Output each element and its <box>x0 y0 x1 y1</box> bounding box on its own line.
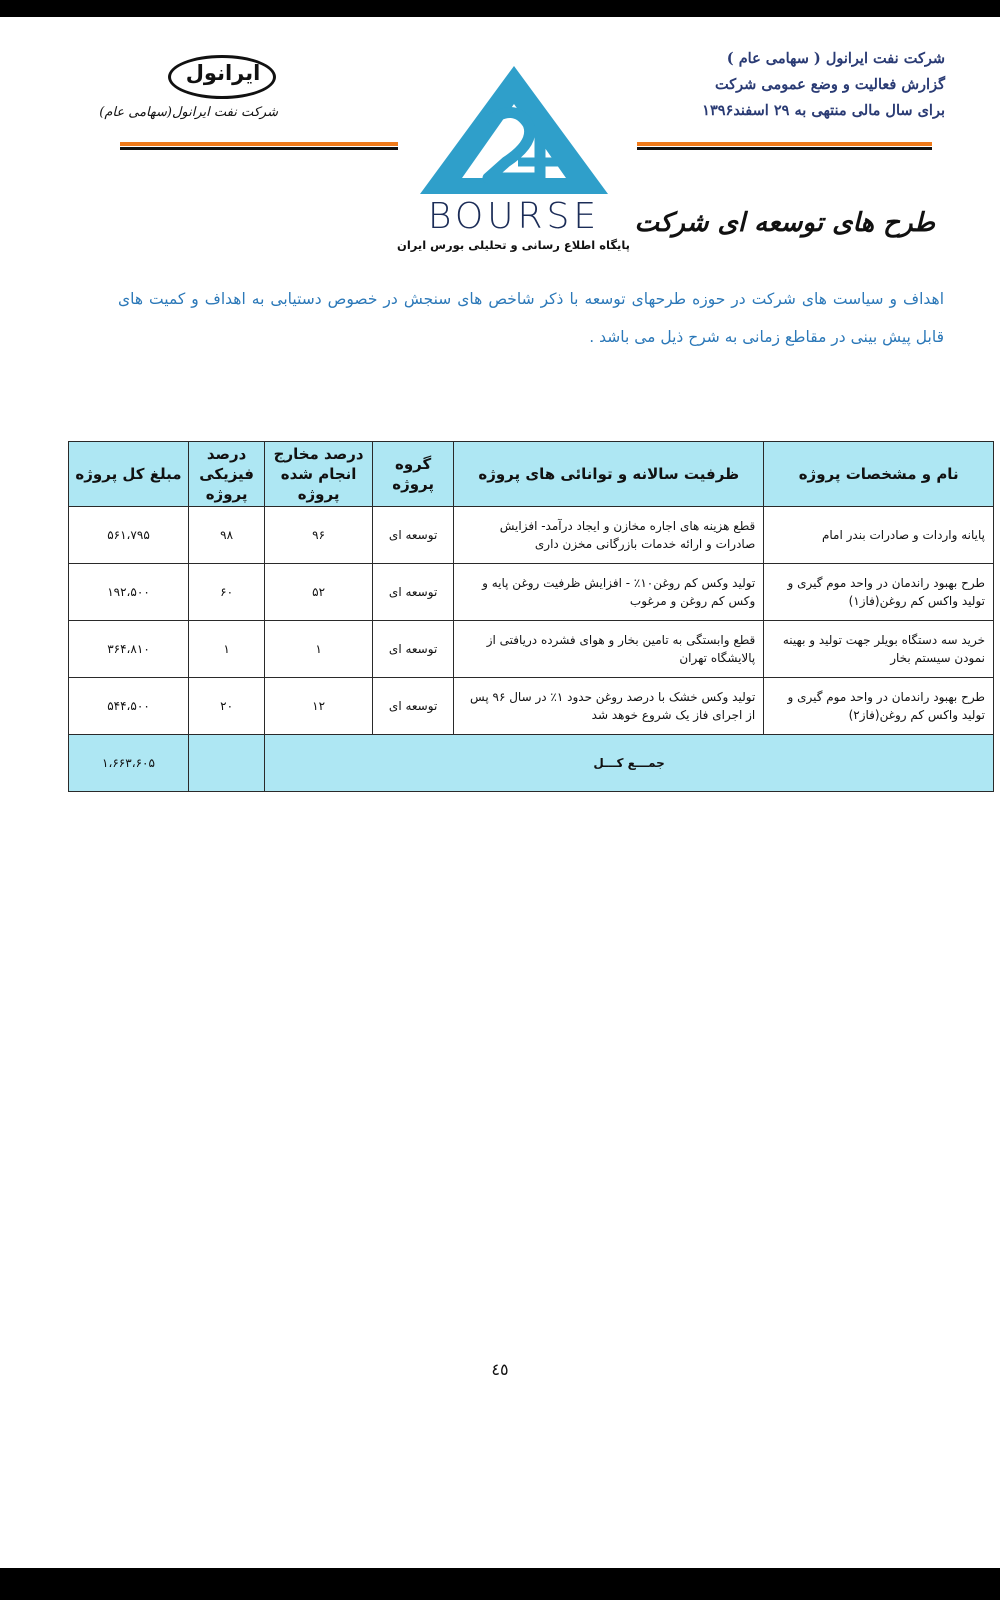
bourse-triangle-icon <box>418 62 610 197</box>
project-spent: ۵۲ <box>265 564 373 621</box>
project-amount: ۳۶۴،۸۱۰ <box>69 621 189 678</box>
iranol-logo-mark: ایرانول <box>185 61 261 85</box>
intro-paragraph: اهداف و سیاست های شرکت در حوزه طرحهای توسعه با ذکر شاخص های سنجش در خصوص دستیابی به اهداف و کمیت های قابل پیش بینی در مقاطع زمانی به شرح ذیل می باشد . <box>118 290 944 346</box>
fiscal-year: برای سال مالی منتهی به ۲۹ اسفند۱۳۹۶ <box>702 102 945 119</box>
company-header <box>645 46 945 124</box>
total-label: جمـــع كـــل <box>265 735 994 792</box>
project-name: طرح بهبود راندمان در واحد موم گیری و تولید واکس کم روغن(فاز۱) <box>764 564 994 621</box>
table-row <box>69 507 994 564</box>
project-physical: ۱ <box>188 621 264 678</box>
project-spent: ۹۶ <box>265 507 373 564</box>
iranol-logo-subtitle: شرکت نفت ایرانول(سهامی عام) <box>99 105 278 120</box>
project-capacity: تولید وکس کم روغن۱۰٪ - افزایش ظرفیت روغن پایه و وکس کم روغن و مرغوب <box>454 564 764 621</box>
report-title: گزارش فعالیت و وضع عمومی شرکت <box>715 76 945 93</box>
project-group: توسعه ای <box>372 678 453 735</box>
project-physical: ۶۰ <box>188 564 264 621</box>
table-total-row <box>69 735 994 792</box>
total-amount: ۱،۶۶۳،۶۰۵ <box>69 735 189 792</box>
col-header-amount: مبلغ کل پروژه <box>69 442 189 507</box>
project-group: توسعه ای <box>372 564 453 621</box>
table-row <box>69 564 994 621</box>
bourse-logo <box>398 38 630 263</box>
header-rule-right <box>637 142 932 150</box>
project-capacity: تولید وکس خشک با درصد روغن حدود ۱٪ در سال ۹۶ پس از اجرای فاز یک شروع خوهد شد <box>454 678 764 735</box>
project-amount: ۵۶۱،۷۹۵ <box>69 507 189 564</box>
project-group: توسعه ای <box>372 621 453 678</box>
project-physical: ۹۸ <box>188 507 264 564</box>
page-number: ٤٥ <box>491 1360 509 1379</box>
table-row <box>69 621 994 678</box>
project-name: خرید سه دستگاه بویلر جهت تولید و بهینه نمودن سیستم بخار <box>764 621 994 678</box>
project-amount: ۱۹۲،۵۰۰ <box>69 564 189 621</box>
section-title: طرح های توسعه ای شرکت <box>634 208 935 238</box>
col-header-name: نام و مشخصات پروژه <box>764 442 994 507</box>
col-header-spent: درصد مخارج انجام شده پروژه <box>265 442 373 507</box>
project-capacity: قطع وابستگی به تامین بخار و هوای فشرده دریافتی از پالایشگاه تهران <box>454 621 764 678</box>
header-rule-left <box>120 142 398 150</box>
project-name: طرح بهبود راندمان در واحد موم گیری و تولید واکس کم روغن(فاز۲) <box>764 678 994 735</box>
top-black-bar <box>0 0 1000 17</box>
bottom-black-bar <box>0 1568 1000 1600</box>
project-spent: ۱۲ <box>265 678 373 735</box>
bourse-wordmark: BOURSE <box>427 196 601 237</box>
table-header-row <box>69 442 994 507</box>
project-group: توسعه ای <box>372 507 453 564</box>
projects-table <box>68 441 994 792</box>
total-empty-cell <box>188 735 264 792</box>
project-spent: ۱ <box>265 621 373 678</box>
table-row <box>69 678 994 735</box>
project-amount: ۵۴۴،۵۰۰ <box>69 678 189 735</box>
col-header-physical: درصد فیزیکی پروژه <box>188 442 264 507</box>
col-header-group: گروه پروژه <box>372 442 453 507</box>
project-physical: ۲۰ <box>188 678 264 735</box>
project-name: پایانه واردات و صادرات بندر امام <box>764 507 994 564</box>
company-name: شرکت نفت ایرانول ( سهامی عام ) <box>726 50 945 67</box>
iranol-logo <box>99 55 278 135</box>
bourse-tagline: پایگاه اطلاع رسانی و تحلیلی بورس ایران <box>397 238 630 252</box>
col-header-capacity: ظرفیت سالانه و توانائی های پروژه <box>454 442 764 507</box>
project-capacity: قطع هزینه های اجاره مخازن و ایجاد درآمد- افزایش صادرات و ارائه خدمات بازرگانی مخزن داری <box>454 507 764 564</box>
